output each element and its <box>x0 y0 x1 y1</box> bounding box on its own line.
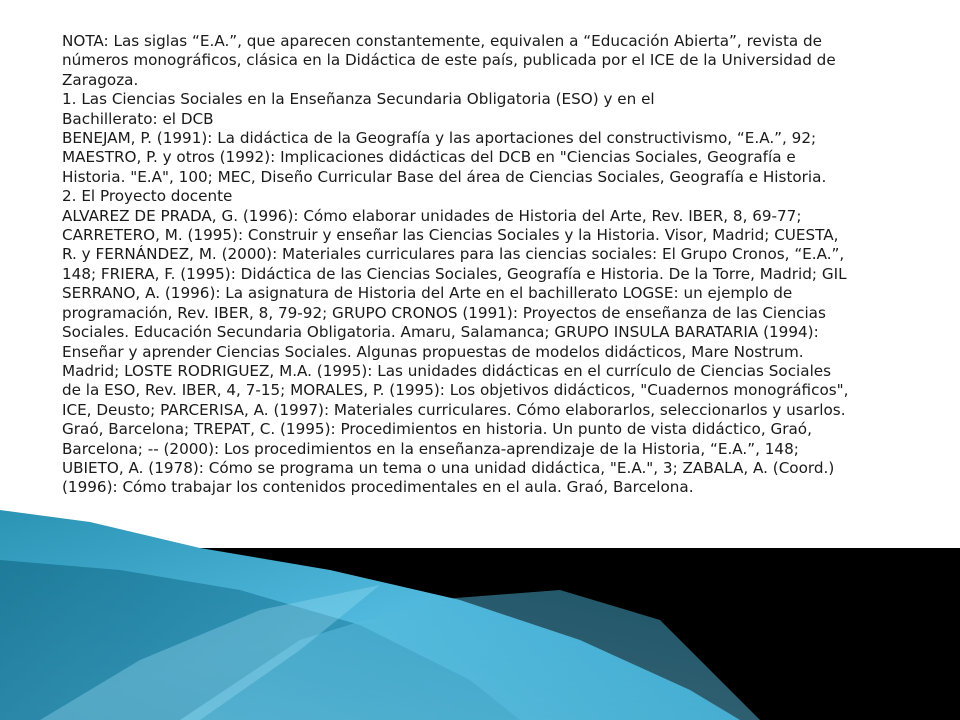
section-1-references: BENEJAM, P. (1991): La didáctica de la Geografía y las aportaciones del constructivismo, “E.A.”, 92; MAESTRO, P. y otros (1992): Implicaciones didácticas del DCB en "Ciencias Sociales, Geografía e Historia. "E.A", 100; MEC, Diseño Curricular Base del área de Ciencias Sociales, Geografía e Historia. <box>62 129 827 186</box>
black-band <box>0 548 960 720</box>
teal-wave-light <box>180 590 760 720</box>
slide-body <box>62 32 852 498</box>
teal-wave-highlight <box>40 585 380 720</box>
note-paragraph: NOTA: Las siglas “E.A.”, que aparecen constantemente, equivalen a “Educación Abierta”, revista de números monográficos, clásica en la Didáctica de este país, publicada por el ICE de la Universidad de Zaragoza. <box>62 32 836 89</box>
section-1-heading-line-1: 1. Las Ciencias Sociales en la Enseñanza Secundaria Obligatoria (ESO) y en el <box>62 90 655 109</box>
section-2-references: ALVAREZ DE PRADA, G. (1996): Cómo elaborar unidades de Historia del Arte, Rev. IBER, 8, 69-77; CARRETERO, M. (1995): Construir y enseñar las Ciencias Sociales y la Historia. Visor, Madrid; CUESTA, R. y FERNÁNDEZ, M. (2000): Materiales curriculares para las ciencias sociales: El Grupo Cronos, “E.A.”, 148; FRIERA, F. (1995): Didáctica de las Ciencias Sociales, Geografía e Historia. De la Torre, Madrid; GIL SERRANO, A. (1996): La asignatura de Historia del Arte en el bachillerato LOGSE: un ejemplo de programación, Rev. IBER, 8, 79-92; GRUPO CRONOS (1991): Proyectos de enseñanza de las Ciencias Sociales. Educación Secundaria Obligatoria. Amaru, Salamanca; GRUPO INSULA BARATARIA (1994): Enseñar y aprender Ciencias Sociales. Algunas propuestas de modelos didácticos, Mare Nostrum. Madrid; LOSTE RODRIGUEZ, M.A. (1995): Las unidades didácticas en el currículo de Ciencias Sociales de la ESO, Rev. IBER, 4, 7-15; MORALES, P. (1995): Los objetivos didácticos, "Cuadernos monográficos", ICE, Deusto; PARCERISA, A. (1997): Materiales curriculares. Cómo elaborarlos, seleccionarlos y usarlos. Graó, Barcelona; TREPAT, C. (1995): Procedimientos en historia. Un punto de vista didáctico, Graó, Barcelona; -- (2000): Los procedimientos en la enseñanza-aprendizaje de la Historia, “E.A.”, 148; UBIETO, A. (1978): Cómo se programa un tema o una unidad didáctica, "E.A.", 3; ZABALA, A. (Coord.) (1996): Cómo trabajar los contenidos procedimentales en el aula. Graó, Barcelona. <box>62 206 849 497</box>
teal-wave-dark <box>0 560 520 720</box>
section-1-heading-line-2: Bachillerato: el DCB <box>62 109 214 128</box>
section-2-heading: 2. El Proyecto docente <box>62 187 233 206</box>
teal-wave-base <box>0 510 740 720</box>
